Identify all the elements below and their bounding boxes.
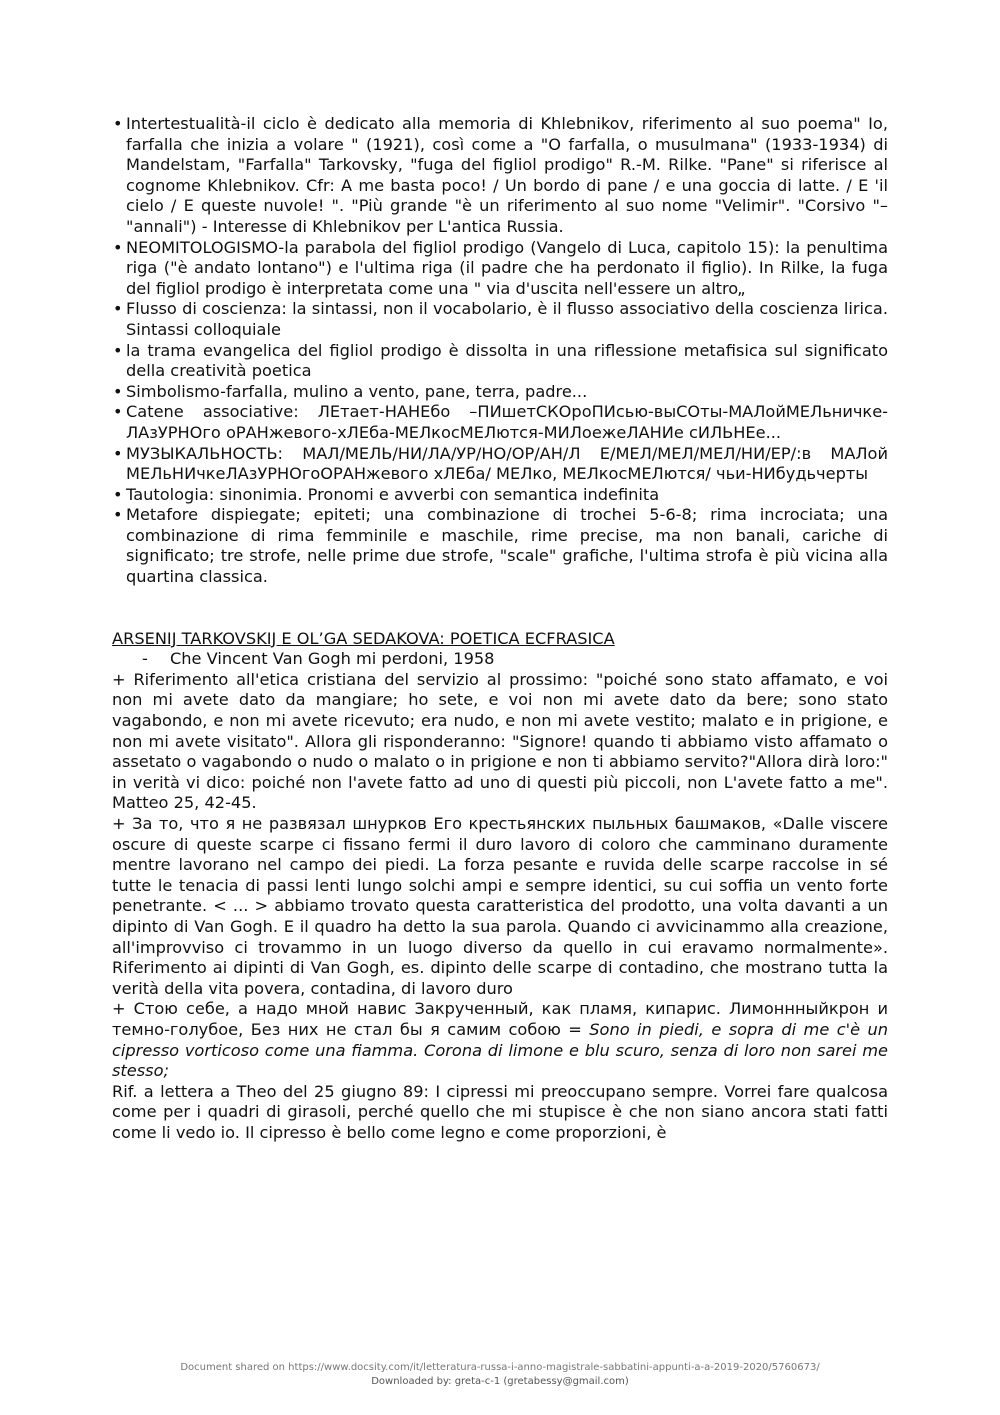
dash-item-text: Che Vincent Van Gogh mi perdoni, 1958: [170, 649, 495, 669]
document-page: [112, 114, 888, 1144]
list-item: • Tautologia: sinonimia. Pronomi e avverbi con semantica indefinita: [112, 485, 888, 506]
list-item: • МУЗЫКАЛЬНОСТЬ: МАЛ/МЕЛЬ/НИ/ЛА/УР/НО/ОР/АН/Л Е/МЕЛ/МЕЛ/МЕЛ/НИ/ЕР/:в МАЛой МЕЛьНИчкеЛАзУРНОгоОРАНжевого хЛЕба/ МЕЛко, МЕЛкосМЕЛются/ чьи-НИбудьчерты: [112, 444, 888, 485]
paragraph: + Riferimento all'etica cristiana del servizio al prossimo: "poiché sono stato affamato, e voi non mi avete dato da mangiare; ho sete, e voi non mi avete dato da bere; sono stato vagabondo, e non mi avete ricevuto; era nudo, e non mi avete vestito; malato e in prigione, e non mi avete visitato". Allora gli risponderanno: "Signore! quando ti abbiamo visto affamato o assetato o vagabondo o nudo o malato o in prigione e non ti abbiamo servito?"Allora dirà loro:" in verità vi dico: poiché non l'avete fatto ad uno di questi più piccoli, non L'avete fatto a me". Matteo 25, 42-45.: [112, 669, 888, 813]
dash-mark: -: [142, 649, 148, 669]
list-item: • Flusso di coscienza: la sintassi, non il vocabolario, è il flusso associativo della coscienza lirica. Sintassi colloquiale: [112, 299, 888, 340]
list-item: • NEOMITOLOGISMO-la parabola del figliol prodigo (Vangelo di Luca, capitolo 15): la penultima riga ("è andato lontano") e l'ultima riga (il padre che ha perdonato il figlio). In Rilke, la fuga del figliol prodigo è interpretata come una " via d'uscita nell'essere un altro„: [112, 238, 888, 300]
list-item: • Catene associative: ЛЕтает-НАНЕбо –ПИшетСКОроПИсью-выСОты-МАЛойМЕЛьничке-ЛАзУРНОго оРАНжевого-хЛЕба-МЕЛкосМЕЛются-МИЛоежеЛАНИе сИЛЬНЕе...: [112, 402, 888, 443]
list-item: • Intertestualità-il ciclo è dedicato alla memoria di Khlebnikov, riferimento al suo poema" Io, farfalla che inizia a volare " (1921), così come a "O farfalla, o musulmana" (1933-1934) di Mandelstam, "Farfalla" Tarkovsky, "fuga del figliol prodigo" R.-M. Rilke. "Pane" si riferisce al cognome Khlebnikov. Cfr: A me basta poco! / Un bordo di pane / e una goccia di latte. / E 'il cielo / E queste nuvole! ". "Più grande "è un riferimento al suo nome "Velimir". "Corsivo "– "annali") - Interesse di Khlebnikov per L'antica Russia.: [112, 114, 888, 238]
footer-downloaded-by: Downloaded by: greta-c-1 (gretabessy@gmail.com): [371, 1376, 629, 1387]
list-item: • la trama evangelica del figliol prodigo è dissolta in una riflessione metafisica sul significato della creatività poetica: [112, 341, 888, 382]
paragraph: + За то, что я не развязал шнурков Его крестьянских пыльных башмаков, «Dalle viscere oscure di queste scarpe ci fissano fermi il duro lavoro di coloro che camminano duramente mentre lavorano nel campo dei piedi. La forza pesante e ruvida delle scarpe raccolse in sé tutte le tenacia di passi lenti lungo solchi ampi e sempre identici, su cui soffia un vento forte penetrante. < ... > abbiamo trovato questa caratteristica del prodotto, una volta davanti a un dipinto di Van Gogh. E il quadro ha detto la sua parola. Quando ci avvicinammo alla creazione, all'improvviso ci trovammo in un luogo diverso da quello in cui eravamo normalmente». Riferimento ai dipinti di Van Gogh, es. dipinto delle scarpe di contadino, che mostrano tutta la verità della vita povera, contadina, di lavoro duro: [112, 814, 888, 998]
dash-item: [112, 649, 888, 670]
bullet-list: [112, 114, 888, 588]
section-heading: ARSENIJ TARKOVSKIJ E OL’GA SEDAKOVA: POETICA ECFRASICA: [112, 628, 615, 648]
paragraph-text: + Стою себе, а надо мной навис Закрученный, как пламя, кипарис. Лимоннныйкрон и темно-голубое, Без них не стал бы я самим собою =: [112, 999, 888, 1039]
footer-shared-link[interactable]: Document shared on https://www.docsity.com/it/letteratura-russa-i-anno-magistrale-sabbatini-appunti-a-a-2019-2020/5760673/: [180, 1362, 820, 1373]
list-item: • Simbolismo-farfalla, mulino a vento, pane, terra, padre...: [112, 382, 888, 403]
list-item: • Metafore dispiegate; epiteti; una combinazione di trochei 5-6-8; rima incrociata; una combinazione di rima femminile e maschile, rime precise, ma non banali, cariche di significato; tre strofe, nelle prime due strofe, "scale" grafiche, l'ultima strofa è più vicina alla quartina classica.: [112, 505, 888, 587]
italic-translation: Sono in piedi, e sopra di me c'è un cipresso vorticoso come una fiamma. Corona di limone e blu scuro, senza di loro non sarei me stesso;: [112, 1019, 888, 1081]
paragraph: Rif. a lettera a Theo del 25 giugno 89: I cipressi mi preoccupano sempre. Vorrei fare qualcosa come per i quadri di girasoli, perché quello che mi stupisce è che non siano ancora stati fatti come li vedo io. Il cipresso è bello come legno e come proporzioni, è: [112, 1081, 888, 1142]
paragraph: [112, 999, 888, 1081]
